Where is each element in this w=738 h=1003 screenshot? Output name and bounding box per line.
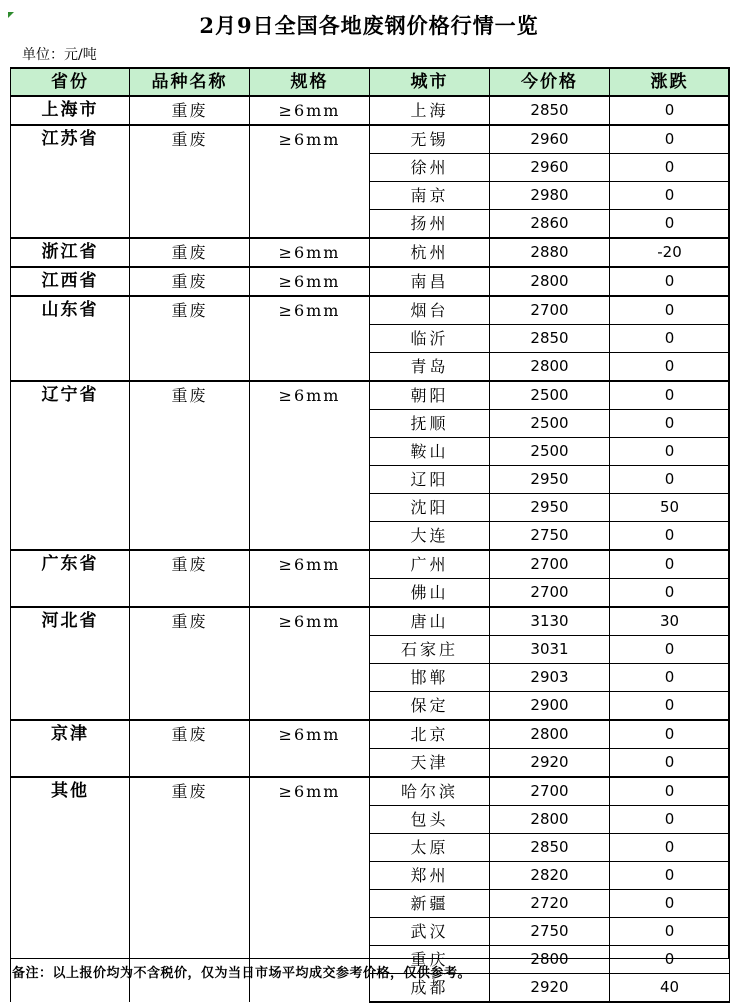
change-cell: 50	[610, 494, 730, 522]
price-cell: 2960	[490, 125, 610, 154]
change-cell: 30	[610, 607, 730, 636]
city-cell: 辽阳	[370, 466, 490, 494]
change-cell: 0	[610, 720, 730, 749]
city-cell: 杭州	[370, 238, 490, 267]
variety-cell: 重废	[130, 238, 250, 267]
city-cell: 成都	[370, 974, 490, 1003]
change-cell: 0	[610, 692, 730, 721]
table-row	[11, 238, 730, 267]
city-cell: 石家庄	[370, 636, 490, 664]
province-cell: 江苏省	[11, 125, 130, 238]
variety-cell: 重废	[130, 267, 250, 296]
city-cell: 邯郸	[370, 664, 490, 692]
change-cell: 0	[610, 296, 730, 325]
city-cell: 南京	[370, 182, 490, 210]
city-cell: 沈阳	[370, 494, 490, 522]
table-row	[11, 381, 730, 410]
variety-cell: 重废	[130, 777, 250, 1002]
change-cell: 0	[610, 125, 730, 154]
city-cell: 新疆	[370, 890, 490, 918]
province-cell: 山东省	[11, 296, 130, 381]
city-cell: 唐山	[370, 607, 490, 636]
variety-cell: 重废	[130, 720, 250, 777]
city-cell: 上海	[370, 96, 490, 125]
spec-cell: ≥6mm	[250, 267, 370, 296]
variety-cell: 重废	[130, 96, 250, 125]
table-row	[11, 296, 730, 325]
city-cell: 重庆	[370, 946, 490, 974]
change-cell: 0	[610, 664, 730, 692]
table-row	[11, 96, 730, 125]
price-cell: 2500	[490, 410, 610, 438]
header-spec: 规格	[250, 68, 370, 96]
province-cell: 广东省	[11, 550, 130, 607]
price-cell: 2820	[490, 862, 610, 890]
header-change: 涨跌	[610, 68, 730, 96]
price-cell: 2960	[490, 154, 610, 182]
spec-cell: ≥6mm	[250, 381, 370, 550]
city-cell: 朝阳	[370, 381, 490, 410]
table-row	[11, 550, 730, 579]
price-cell: 2950	[490, 466, 610, 494]
city-cell: 无锡	[370, 125, 490, 154]
city-cell: 保定	[370, 692, 490, 721]
table-row	[11, 607, 730, 636]
province-cell: 浙江省	[11, 238, 130, 267]
city-cell: 武汉	[370, 918, 490, 946]
city-cell: 佛山	[370, 579, 490, 608]
change-cell: 0	[610, 834, 730, 862]
city-cell: 临沂	[370, 325, 490, 353]
page-title: 2月9日全国各地废钢价格行情一览	[199, 13, 539, 38]
variety-cell: 重废	[130, 381, 250, 550]
change-cell: 0	[610, 210, 730, 239]
change-cell: 0	[610, 381, 730, 410]
city-cell: 南昌	[370, 267, 490, 296]
city-cell: 哈尔滨	[370, 777, 490, 806]
unit-label: 单位：元/吨	[22, 47, 97, 63]
change-cell: 0	[610, 267, 730, 296]
price-cell: 2850	[490, 834, 610, 862]
change-cell: -20	[610, 238, 730, 267]
price-cell: 2700	[490, 777, 610, 806]
variety-cell: 重废	[130, 607, 250, 720]
city-cell: 天津	[370, 749, 490, 778]
price-cell: 2500	[490, 381, 610, 410]
change-cell: 0	[610, 182, 730, 210]
change-cell: 0	[610, 946, 730, 974]
spec-cell: ≥6mm	[250, 296, 370, 381]
table-row	[11, 267, 730, 296]
province-cell: 京津	[11, 720, 130, 777]
change-cell: 0	[610, 550, 730, 579]
change-cell: 0	[610, 890, 730, 918]
price-cell: 2800	[490, 946, 610, 974]
price-cell: 2700	[490, 296, 610, 325]
province-cell: 上海市	[11, 96, 130, 125]
price-cell: 2800	[490, 353, 610, 382]
city-cell: 太原	[370, 834, 490, 862]
change-cell: 0	[610, 154, 730, 182]
change-cell: 0	[610, 438, 730, 466]
variety-cell: 重废	[130, 296, 250, 381]
city-cell: 郑州	[370, 862, 490, 890]
change-cell: 0	[610, 466, 730, 494]
change-cell: 0	[610, 579, 730, 608]
city-cell: 大连	[370, 522, 490, 551]
change-cell: 0	[610, 636, 730, 664]
spec-cell: ≥6mm	[250, 607, 370, 720]
spec-cell: ≥6mm	[250, 720, 370, 777]
price-table	[10, 67, 730, 1003]
change-cell: 0	[610, 410, 730, 438]
table-row	[11, 777, 730, 806]
price-cell: 2920	[490, 749, 610, 778]
city-cell: 抚顺	[370, 410, 490, 438]
price-cell: 3031	[490, 636, 610, 664]
price-cell: 2500	[490, 438, 610, 466]
price-cell: 2950	[490, 494, 610, 522]
spec-cell: ≥6mm	[250, 777, 370, 1002]
price-cell: 2850	[490, 325, 610, 353]
price-cell: 2980	[490, 182, 610, 210]
table-row	[11, 720, 730, 749]
price-cell: 2800	[490, 267, 610, 296]
change-cell: 0	[610, 749, 730, 778]
change-cell: 0	[610, 96, 730, 125]
price-cell: 2800	[490, 720, 610, 749]
spec-cell: ≥6mm	[250, 96, 370, 125]
province-cell: 江西省	[11, 267, 130, 296]
spec-cell: ≥6mm	[250, 125, 370, 238]
price-cell: 2700	[490, 579, 610, 608]
province-cell: 辽宁省	[11, 381, 130, 550]
city-cell: 青岛	[370, 353, 490, 382]
province-cell: 河北省	[11, 607, 130, 720]
change-cell: 0	[610, 918, 730, 946]
city-cell: 烟台	[370, 296, 490, 325]
table-row	[11, 125, 730, 154]
province-cell: 其他	[11, 777, 130, 1002]
header-variety: 品种名称	[130, 68, 250, 96]
change-cell: 0	[610, 777, 730, 806]
price-cell: 2720	[490, 890, 610, 918]
price-cell: 2750	[490, 522, 610, 551]
variety-cell: 重废	[130, 125, 250, 238]
city-cell: 广州	[370, 550, 490, 579]
change-cell: 40	[610, 974, 730, 1003]
header-city: 城市	[370, 68, 490, 96]
price-cell: 2750	[490, 918, 610, 946]
price-cell: 2800	[490, 806, 610, 834]
change-cell: 0	[610, 353, 730, 382]
price-cell: 2850	[490, 96, 610, 125]
city-cell: 包头	[370, 806, 490, 834]
city-cell: 北京	[370, 720, 490, 749]
table-header-row	[11, 68, 730, 96]
change-cell: 0	[610, 522, 730, 551]
change-cell: 0	[610, 862, 730, 890]
city-cell: 徐州	[370, 154, 490, 182]
change-cell: 0	[610, 325, 730, 353]
price-cell: 2903	[490, 664, 610, 692]
table-body	[11, 96, 730, 1002]
city-cell: 扬州	[370, 210, 490, 239]
header-price: 今价格	[490, 68, 610, 96]
footnote: 备注：以上报价均为不含税价，仅为当日市场平均成交参考价格，仅供参考。	[12, 966, 472, 981]
price-cell: 2900	[490, 692, 610, 721]
city-cell: 鞍山	[370, 438, 490, 466]
change-cell: 0	[610, 806, 730, 834]
header-province: 省份	[11, 68, 130, 96]
spec-cell: ≥6mm	[250, 550, 370, 607]
price-cell: 2880	[490, 238, 610, 267]
price-cell: 2860	[490, 210, 610, 239]
price-cell: 3130	[490, 607, 610, 636]
price-cell: 2920	[490, 974, 610, 1003]
spec-cell: ≥6mm	[250, 238, 370, 267]
variety-cell: 重废	[130, 550, 250, 607]
price-cell: 2700	[490, 550, 610, 579]
